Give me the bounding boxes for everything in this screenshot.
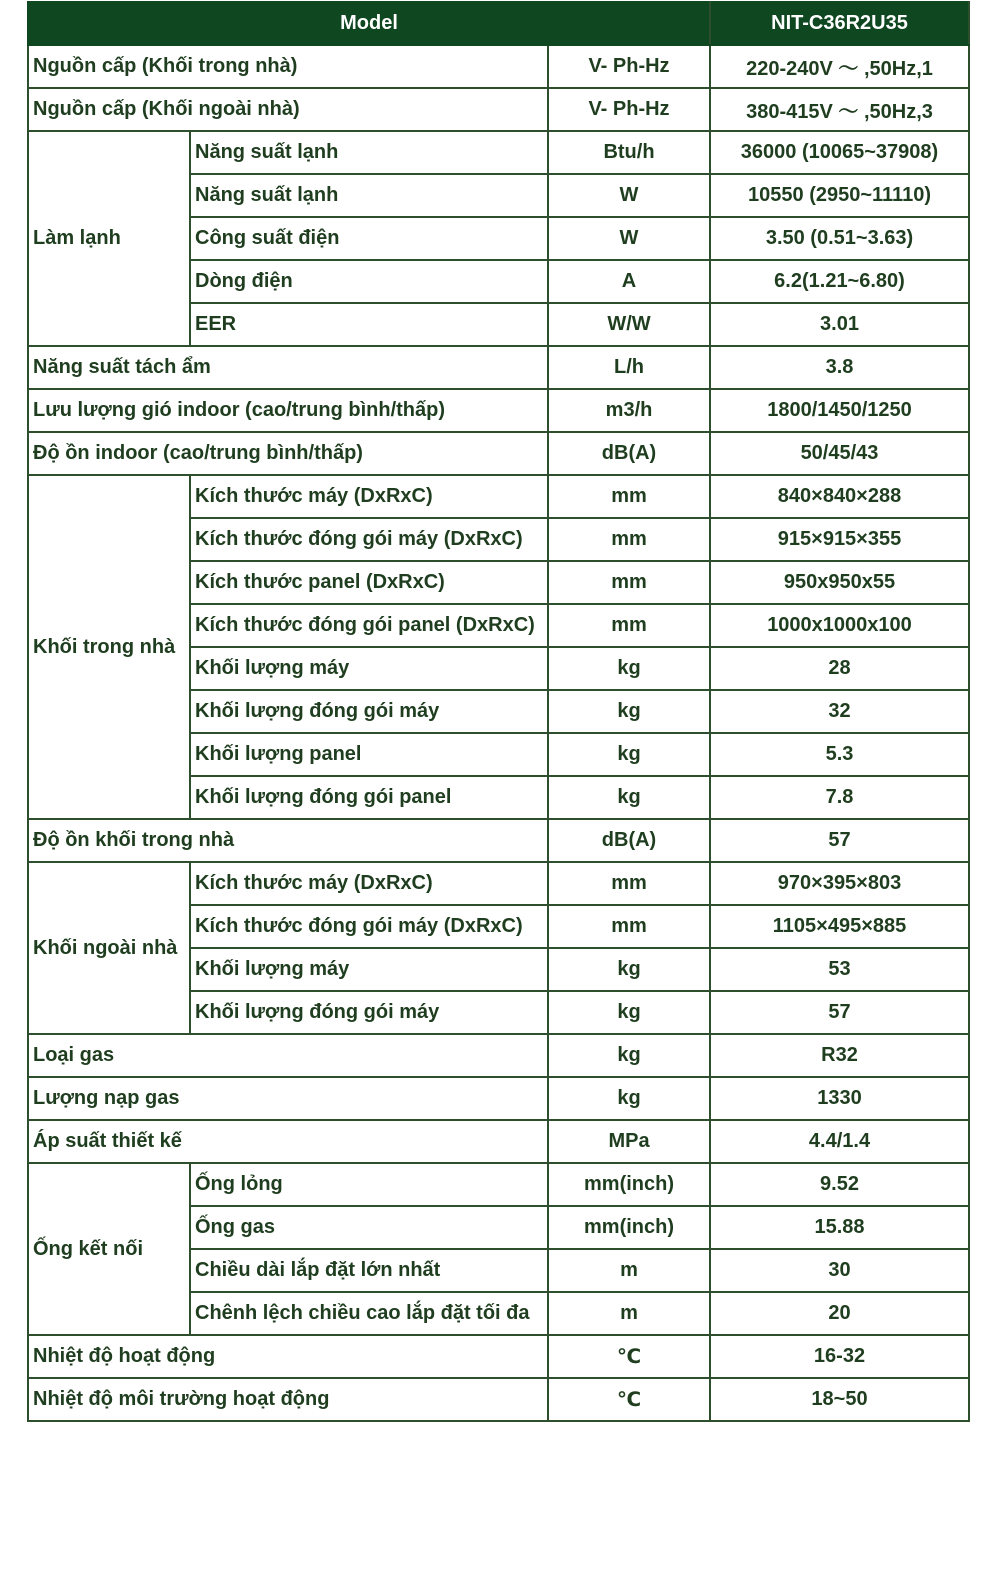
spec-unit: kg: [548, 948, 710, 991]
spec-value: 970×395×803: [710, 862, 969, 905]
spec-value: 3.8: [710, 346, 969, 389]
spec-unit: kg: [548, 991, 710, 1034]
group-label: Ống kết nối: [28, 1163, 190, 1335]
table-row: [28, 432, 969, 475]
spec-label: Khối lượng máy: [190, 948, 548, 991]
table-row: [28, 389, 969, 432]
spec-value: 57: [710, 991, 969, 1034]
table-row: [28, 88, 969, 131]
table-row: [28, 1378, 969, 1421]
spec-value: 840×840×288: [710, 475, 969, 518]
spec-value: 6.2(1.21~6.80): [710, 260, 969, 303]
spec-label: Kích thước đóng gói panel (DxRxC): [190, 604, 548, 647]
spec-value: 32: [710, 690, 969, 733]
spec-value: 9.52: [710, 1163, 969, 1206]
spec-label: Nhiệt độ hoạt động: [28, 1335, 548, 1378]
spec-value: 7.8: [710, 776, 969, 819]
spec-label: Độ ồn khối trong nhà: [28, 819, 548, 862]
table-row: [28, 45, 969, 88]
spec-label: Khối lượng đóng gói máy: [190, 991, 548, 1034]
table-row: [28, 1163, 969, 1206]
spec-label: Kích thước đóng gói máy (DxRxC): [190, 518, 548, 561]
spec-unit: kg: [548, 1077, 710, 1120]
spec-label: Ống gas: [190, 1206, 548, 1249]
spec-unit: V- Ph-Hz: [548, 88, 710, 131]
spec-label: EER: [190, 303, 548, 346]
spec-label: Kích thước máy (DxRxC): [190, 475, 548, 518]
group-label: Khối ngoài nhà: [28, 862, 190, 1034]
spec-unit: A: [548, 260, 710, 303]
spec-label: Loại gas: [28, 1034, 548, 1077]
spec-label: Chiều dài lắp đặt lớn nhất: [190, 1249, 548, 1292]
table-row: [28, 131, 969, 174]
spec-label: Khối lượng panel: [190, 733, 548, 776]
spec-unit: W/W: [548, 303, 710, 346]
model-header-value: NIT-C36R2U35: [710, 2, 969, 45]
spec-unit: mm: [548, 561, 710, 604]
table-row: [28, 1335, 969, 1378]
spec-value: 18~50: [710, 1378, 969, 1421]
spec-value: 57: [710, 819, 969, 862]
spec-unit: ℃: [548, 1378, 710, 1421]
spec-value: 16-32: [710, 1335, 969, 1378]
spec-label: Năng suất lạnh: [190, 131, 548, 174]
table-row: [28, 862, 969, 905]
spec-label: Khối lượng đóng gói máy: [190, 690, 548, 733]
spec-unit: mm: [548, 862, 710, 905]
spec-value: R32: [710, 1034, 969, 1077]
table-row: [28, 346, 969, 389]
spec-value: 20: [710, 1292, 969, 1335]
group-label: Làm lạnh: [28, 131, 190, 346]
table-row: [28, 1034, 969, 1077]
spec-value: 5.3: [710, 733, 969, 776]
spec-value: 380-415V ～ ,50Hz,3: [710, 88, 969, 131]
spec-label: Năng suất lạnh: [190, 174, 548, 217]
table-row: [28, 475, 969, 518]
spec-value: 30: [710, 1249, 969, 1292]
spec-unit: dB(A): [548, 819, 710, 862]
spec-value: 3.50 (0.51~3.63): [710, 217, 969, 260]
spec-value: 1000x1000x100: [710, 604, 969, 647]
spec-value: 1105×495×885: [710, 905, 969, 948]
spec-label: Công suất điện: [190, 217, 548, 260]
spec-unit: kg: [548, 776, 710, 819]
spec-value: 4.4/1.4: [710, 1120, 969, 1163]
spec-label: Dòng điện: [190, 260, 548, 303]
spec-unit: kg: [548, 1034, 710, 1077]
spec-value: 915×915×355: [710, 518, 969, 561]
spec-unit: mm: [548, 475, 710, 518]
spec-label: Áp suất thiết kế: [28, 1120, 548, 1163]
spec-value: 28: [710, 647, 969, 690]
spec-label: Khối lượng máy: [190, 647, 548, 690]
spec-label: Ống lỏng: [190, 1163, 548, 1206]
spec-label: Kích thước máy (DxRxC): [190, 862, 548, 905]
spec-label: Chênh lệch chiều cao lắp đặt tối đa: [190, 1292, 548, 1335]
spec-unit: Btu/h: [548, 131, 710, 174]
spec-unit: kg: [548, 690, 710, 733]
spec-unit: dB(A): [548, 432, 710, 475]
spec-unit: MPa: [548, 1120, 710, 1163]
spec-unit: m3/h: [548, 389, 710, 432]
spec-unit: mm: [548, 604, 710, 647]
spec-unit: V- Ph-Hz: [548, 45, 710, 88]
spec-label: Nguồn cấp (Khối ngoài nhà): [28, 88, 548, 131]
model-header-label: Model: [28, 2, 710, 45]
spec-value: 3.01: [710, 303, 969, 346]
spec-label: Năng suất tách ẩm: [28, 346, 548, 389]
spec-value: 1330: [710, 1077, 969, 1120]
spec-unit: mm(inch): [548, 1206, 710, 1249]
spec-unit: W: [548, 174, 710, 217]
spec-unit: ℃: [548, 1335, 710, 1378]
table-row: [28, 1077, 969, 1120]
spec-label: Nhiệt độ môi trường hoạt động: [28, 1378, 548, 1421]
spec-value: 10550 (2950~11110): [710, 174, 969, 217]
spec-value: 50/45/43: [710, 432, 969, 475]
spec-value: 15.88: [710, 1206, 969, 1249]
spec-unit: kg: [548, 647, 710, 690]
spec-value: 53: [710, 948, 969, 991]
spec-unit: L/h: [548, 346, 710, 389]
spec-value: 220-240V ～ ,50Hz,1: [710, 45, 969, 88]
spec-unit: m: [548, 1292, 710, 1335]
spec-label: Nguồn cấp (Khối trong nhà): [28, 45, 548, 88]
spec-unit: mm: [548, 518, 710, 561]
group-label: Khối trong nhà: [28, 475, 190, 819]
spec-unit: mm(inch): [548, 1163, 710, 1206]
table-row: [28, 1120, 969, 1163]
spec-value: 1800/1450/1250: [710, 389, 969, 432]
spec-value: 950x950x55: [710, 561, 969, 604]
spec-table-body: [28, 45, 969, 1421]
table-row: [28, 819, 969, 862]
spec-label: Độ ồn indoor (cao/trung bình/thấp): [28, 432, 548, 475]
spec-label: Kích thước panel (DxRxC): [190, 561, 548, 604]
spec-unit: m: [548, 1249, 710, 1292]
spec-unit: kg: [548, 733, 710, 776]
spec-unit: W: [548, 217, 710, 260]
spec-value: 36000 (10065~37908): [710, 131, 969, 174]
table-header-row: [28, 2, 969, 45]
spec-label: Khối lượng đóng gói panel: [190, 776, 548, 819]
spec-unit: mm: [548, 905, 710, 948]
spec-table: [27, 1, 970, 1422]
spec-label: Kích thước đóng gói máy (DxRxC): [190, 905, 548, 948]
spec-label: Lượng nạp gas: [28, 1077, 548, 1120]
spec-label: Lưu lượng gió indoor (cao/trung bình/thấp): [28, 389, 548, 432]
